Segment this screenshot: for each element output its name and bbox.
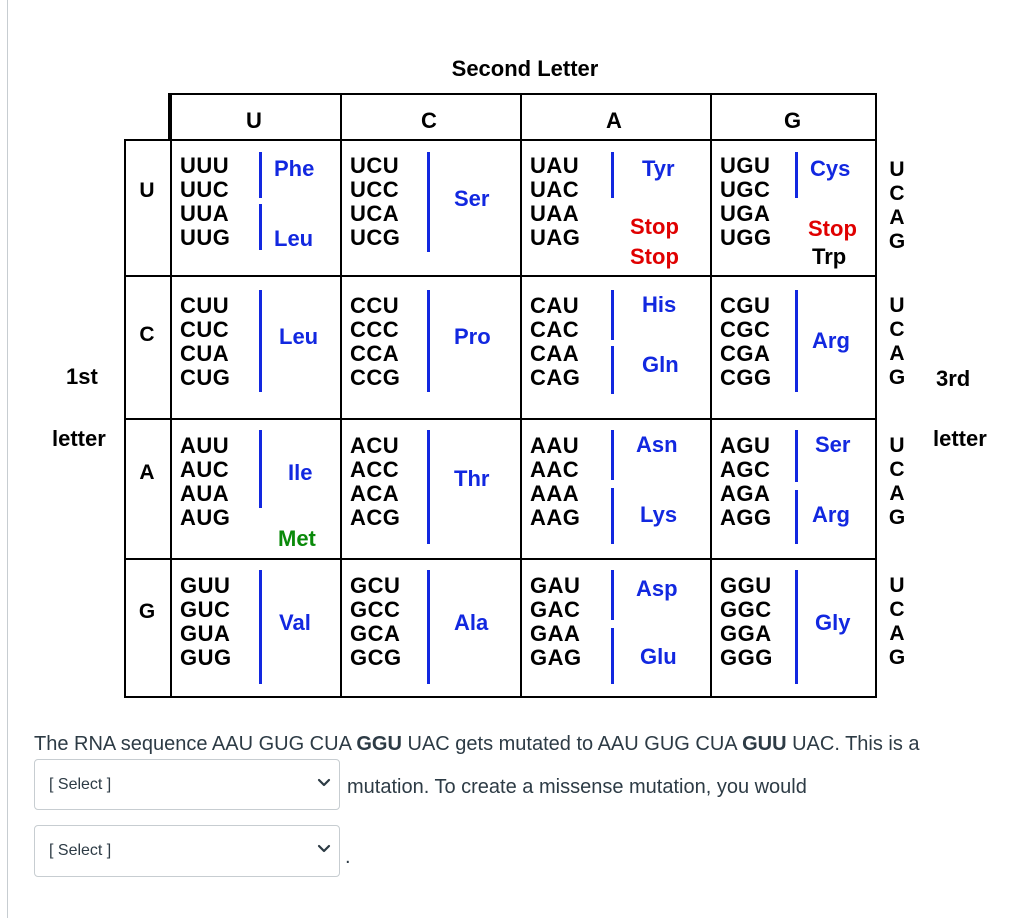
codon-group-AG bbox=[720, 434, 772, 530]
codon-group-AU bbox=[180, 434, 230, 530]
first-letter-A: A bbox=[139, 461, 155, 484]
first-letter-G: G bbox=[138, 600, 156, 623]
amino-acid-phe: Phe bbox=[274, 156, 315, 181]
row-divider-3 bbox=[126, 558, 875, 560]
codon: UGU bbox=[720, 153, 771, 178]
amino-acid-stop: Stop bbox=[630, 244, 679, 269]
bracket-bar bbox=[611, 488, 614, 544]
amino-acid-leu: Leu bbox=[279, 324, 319, 349]
sentence-end: UAC. This is a bbox=[786, 733, 920, 755]
codon: AUU bbox=[180, 433, 230, 458]
codon: GGA bbox=[720, 621, 772, 646]
codon: AAU bbox=[530, 433, 580, 458]
second-letter-A: A bbox=[606, 108, 622, 133]
amino-acid-leu: Leu bbox=[274, 226, 314, 251]
amino-acid-stop: Stop bbox=[630, 214, 679, 239]
bracket-bar bbox=[611, 152, 614, 198]
third-letter: A bbox=[889, 482, 905, 505]
question-continuation: mutation. To create a missense mutation, you would bbox=[347, 776, 807, 798]
amino-acid-val: Val bbox=[279, 610, 311, 635]
third-letter: G bbox=[888, 646, 906, 669]
codon-group-UC bbox=[350, 154, 400, 250]
amino-acid-cys: Cys bbox=[810, 156, 851, 181]
codon: CCC bbox=[350, 317, 400, 342]
corner-blank bbox=[124, 93, 170, 139]
amino-acid-ile: Ile bbox=[288, 460, 313, 485]
codon: ACC bbox=[350, 457, 400, 482]
header-divider bbox=[126, 139, 875, 141]
third-letter-label-1: 3rd bbox=[936, 366, 971, 391]
amino-acid-arg: Arg bbox=[812, 328, 850, 353]
codon: AUC bbox=[180, 457, 230, 482]
bracket-bar bbox=[427, 152, 430, 252]
third-letter-label-2: letter bbox=[933, 426, 987, 451]
amino-acid-trp: Trp bbox=[812, 244, 847, 269]
codon: AGC bbox=[720, 457, 771, 482]
codon: UUC bbox=[180, 177, 230, 202]
bracket-bar bbox=[795, 152, 798, 198]
codon: CUC bbox=[180, 317, 230, 342]
codon: GCU bbox=[350, 573, 401, 598]
codon: GAA bbox=[530, 621, 581, 646]
codon: UAU bbox=[530, 153, 580, 178]
bracket-bar bbox=[795, 290, 798, 392]
amino-acid-stop: Stop bbox=[808, 216, 857, 241]
codon-group-CC bbox=[350, 294, 400, 390]
codon: CAC bbox=[530, 317, 580, 342]
codon-group-AC bbox=[350, 434, 400, 530]
chevron-down-icon bbox=[317, 844, 331, 854]
bracket-bar bbox=[259, 204, 262, 250]
codon: CAU bbox=[530, 293, 580, 318]
first-letter-U: U bbox=[139, 179, 155, 202]
mutation-type-select[interactable] bbox=[34, 759, 340, 810]
codon-group-CA bbox=[530, 294, 580, 390]
amino-acid-glu: Glu bbox=[640, 644, 677, 669]
codon: UUG bbox=[180, 225, 231, 250]
bracket-bar bbox=[611, 290, 614, 340]
bracket-bar bbox=[427, 430, 430, 544]
amino-acid-asn: Asn bbox=[636, 432, 678, 457]
codon: AAC bbox=[530, 457, 580, 482]
third-letters-row-G bbox=[885, 574, 909, 670]
codon: ACG bbox=[350, 505, 401, 530]
bracket-bar bbox=[259, 152, 262, 198]
codon: UCA bbox=[350, 201, 400, 226]
row-divider-1 bbox=[126, 275, 875, 277]
codon: CCU bbox=[350, 293, 400, 318]
codon: AGA bbox=[720, 481, 771, 506]
sentence-start: The RNA sequence AAU GUG CUA bbox=[34, 733, 357, 755]
codon: ACA bbox=[350, 481, 400, 506]
codon: UGG bbox=[720, 225, 772, 250]
codon: UUA bbox=[180, 201, 230, 226]
select-value: [ Select ] bbox=[49, 776, 112, 793]
corner-vline bbox=[168, 93, 170, 139]
bracket-bar bbox=[795, 430, 798, 482]
chevron-down-icon bbox=[317, 778, 331, 788]
bracket-bar bbox=[259, 290, 262, 392]
amino-acid-ser: Ser bbox=[815, 432, 851, 457]
codon: CAG bbox=[530, 365, 581, 390]
codon: AUG bbox=[180, 505, 231, 530]
codon: CUA bbox=[180, 341, 230, 366]
codon: CGG bbox=[720, 365, 772, 390]
missense-action-select[interactable] bbox=[34, 825, 340, 877]
third-letter: G bbox=[888, 230, 906, 253]
codon: UCU bbox=[350, 153, 400, 178]
codon: CUG bbox=[180, 365, 231, 390]
codon: GGC bbox=[720, 597, 772, 622]
codon: UGA bbox=[720, 201, 771, 226]
codon: AUA bbox=[180, 481, 230, 506]
codon: AAG bbox=[530, 505, 581, 530]
codon: UAA bbox=[530, 201, 580, 226]
sentence-mid: UAC gets mutated to AAU GUG CUA bbox=[401, 733, 743, 755]
bracket-bar bbox=[259, 570, 262, 684]
codon: GGU bbox=[720, 573, 772, 598]
bracket-bar bbox=[795, 570, 798, 684]
col-divider-first bbox=[170, 95, 172, 696]
third-letter: G bbox=[888, 366, 906, 389]
amino-acid-tyr: Tyr bbox=[642, 156, 675, 181]
third-letter: U bbox=[889, 158, 905, 181]
codon: GAC bbox=[530, 597, 581, 622]
right-border-lower bbox=[875, 139, 877, 698]
amino-acid-his: His bbox=[642, 292, 677, 317]
codon: GUU bbox=[180, 573, 231, 598]
third-letters-row-U bbox=[885, 158, 909, 254]
codon-group-CG bbox=[720, 294, 772, 390]
codon-group-GC bbox=[350, 574, 402, 670]
first-letter-C: C bbox=[139, 323, 155, 346]
codon: CCA bbox=[350, 341, 400, 366]
codon: GUC bbox=[180, 597, 231, 622]
codon: UUU bbox=[180, 153, 230, 178]
original-codon: GGU bbox=[356, 733, 402, 755]
col-divider-2 bbox=[520, 95, 522, 696]
codon: CGC bbox=[720, 317, 771, 342]
third-letter: U bbox=[889, 294, 905, 317]
codon: ACU bbox=[350, 433, 400, 458]
third-letter: U bbox=[889, 574, 905, 597]
amino-acid-pro: Pro bbox=[454, 324, 491, 349]
third-letter: A bbox=[889, 206, 905, 229]
bracket-bar bbox=[611, 346, 614, 394]
col-divider-3 bbox=[710, 95, 712, 696]
row-divider-2 bbox=[126, 418, 875, 420]
bracket-bar bbox=[427, 570, 430, 684]
third-letter: C bbox=[889, 182, 905, 205]
bracket-bar bbox=[611, 628, 614, 684]
first-letter-label-2: letter bbox=[52, 426, 106, 451]
question-period: . bbox=[345, 846, 351, 868]
codon: GCC bbox=[350, 597, 401, 622]
third-letter: U bbox=[889, 434, 905, 457]
codon-group-UA bbox=[530, 154, 580, 250]
codon: GUA bbox=[180, 621, 231, 646]
third-letters-row-A bbox=[885, 434, 909, 530]
amino-acid-asp: Asp bbox=[636, 576, 678, 601]
third-letter: C bbox=[889, 458, 905, 481]
bracket-bar bbox=[259, 430, 262, 508]
amino-acid-arg: Arg bbox=[812, 502, 850, 527]
col-divider-third bbox=[875, 95, 877, 141]
codon-group-CU bbox=[180, 294, 230, 390]
first-letter-label-1: 1st bbox=[66, 364, 98, 389]
codon: GCG bbox=[350, 645, 402, 670]
amino-acid-lys: Lys bbox=[640, 502, 678, 527]
codon-group-GA bbox=[530, 574, 582, 670]
codon-group-GG bbox=[720, 574, 773, 670]
amino-acid-ala: Ala bbox=[454, 610, 489, 635]
select-value: [ Select ] bbox=[49, 842, 112, 859]
mutated-codon: GUU bbox=[742, 733, 787, 755]
codon: AGG bbox=[720, 505, 772, 530]
second-letter-U: U bbox=[246, 108, 262, 133]
third-letter: A bbox=[889, 342, 905, 365]
third-letter: C bbox=[889, 598, 905, 621]
codon: CUU bbox=[180, 293, 230, 318]
codon: GUG bbox=[180, 645, 232, 670]
bracket-bar bbox=[611, 570, 614, 620]
codon: GAG bbox=[530, 645, 582, 670]
codon-group-GU bbox=[180, 574, 232, 670]
bracket-bar bbox=[427, 290, 430, 392]
codon: UCC bbox=[350, 177, 400, 202]
codon: GCA bbox=[350, 621, 401, 646]
codon: CAA bbox=[530, 341, 580, 366]
third-letters-row-C bbox=[885, 294, 909, 390]
bracket-bar bbox=[795, 490, 798, 544]
third-letter: G bbox=[888, 506, 906, 529]
codon: GGG bbox=[720, 645, 773, 670]
codon-group-UG bbox=[720, 154, 772, 250]
bracket-bar bbox=[611, 430, 614, 480]
codon: UGC bbox=[720, 177, 771, 202]
second-letter-G: G bbox=[783, 108, 802, 133]
third-letter: C bbox=[889, 318, 905, 341]
col-divider-1 bbox=[340, 95, 342, 696]
table-title: Second Letter bbox=[451, 56, 599, 81]
codon-group-UU bbox=[180, 154, 230, 250]
codon: GAU bbox=[530, 573, 581, 598]
codon: CCG bbox=[350, 365, 401, 390]
content-left-border bbox=[7, 0, 8, 918]
codon: UCG bbox=[350, 225, 401, 250]
amino-acid-ser: Ser bbox=[454, 186, 490, 211]
question-sentence bbox=[34, 733, 920, 756]
codon: AGU bbox=[720, 433, 771, 458]
amino-acid-thr: Thr bbox=[454, 466, 490, 491]
amino-acid-met: Met bbox=[278, 526, 316, 551]
amino-acid-gly: Gly bbox=[815, 610, 851, 635]
codon: CGU bbox=[720, 293, 771, 318]
second-letter-C: C bbox=[421, 108, 437, 133]
amino-acid-gln: Gln bbox=[642, 352, 679, 377]
third-letter: A bbox=[889, 622, 905, 645]
codon: AAA bbox=[530, 481, 580, 506]
codon: UAG bbox=[530, 225, 581, 250]
codon-group-AA bbox=[530, 434, 580, 530]
codon: CGA bbox=[720, 341, 771, 366]
codon: UAC bbox=[530, 177, 580, 202]
